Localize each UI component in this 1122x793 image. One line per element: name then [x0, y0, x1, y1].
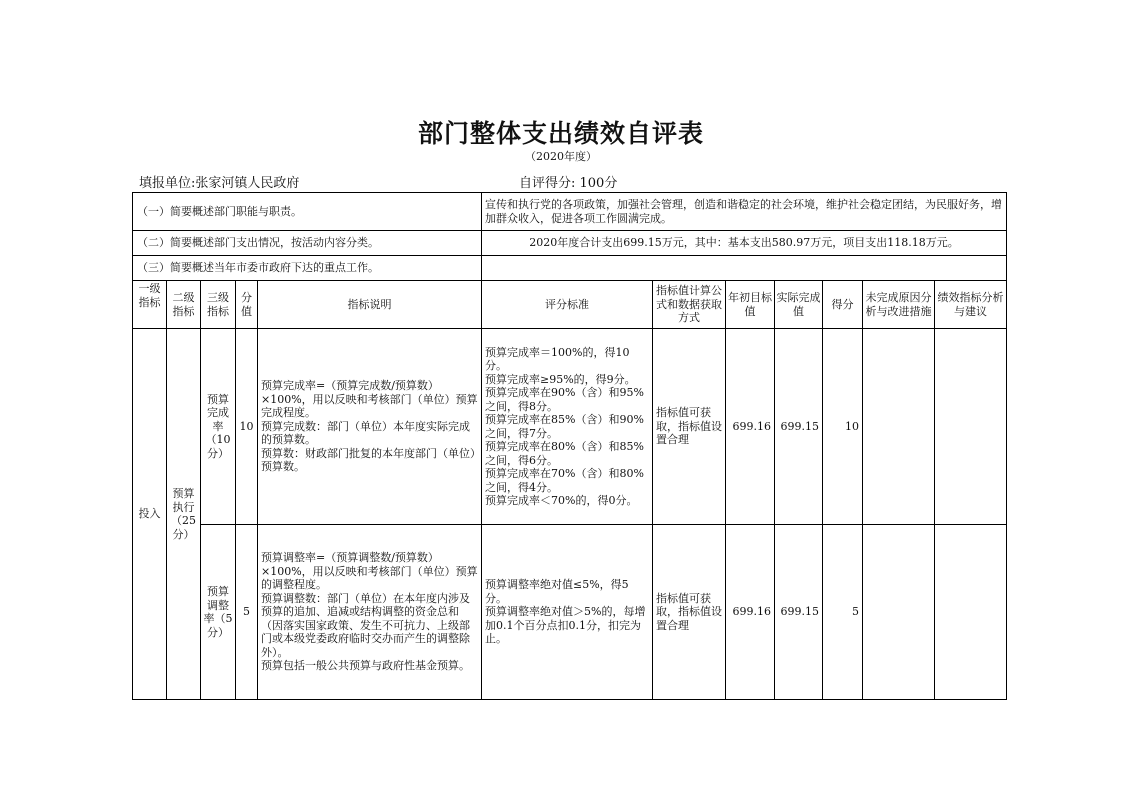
- score-cell: 5: [823, 525, 863, 700]
- table-row: [133, 525, 1007, 700]
- section-label: （三）简要概述当年市委市政府下达的重点工作。: [133, 256, 482, 281]
- header-advice: 绩效指标分析与建议: [935, 281, 1007, 329]
- weight-cell: 5: [236, 525, 258, 700]
- header-actual: 实际完成值: [775, 281, 823, 329]
- header-score: 得分: [823, 281, 863, 329]
- section-value: 2020年度合计支出699.15万元，其中：基本支出580.97万元，项目支出118.18万元。: [482, 231, 1007, 256]
- reason-cell: [863, 525, 935, 700]
- evaluation-table: [132, 192, 1007, 700]
- desc-cell: 预算完成率=（预算完成数/预算数）×100%，用以反映和考核部门（单位）预算完成程度。 预算完成数：部门（单位）本年度实际完成的预算数。 预算数：财政部门批复的本年度部门（单位）预算数。: [258, 329, 482, 525]
- actual-cell: 699.15: [775, 329, 823, 525]
- section-row-3: [133, 256, 1007, 281]
- section-value: 宣传和执行党的各项政策，加强社会管理，创造和谐稳定的社会环境，维护社会稳定团结，为民服好务，增加群众收入，促进各项工作圆满完成。: [482, 193, 1007, 231]
- level3-cell: 预算调整率（5分）: [201, 525, 236, 700]
- standard-cell: 预算完成率＝100%的，得10分。 预算完成率≥95%的，得9分。 预算完成率在90%（含）和95%之间，得8分。 预算完成率在85%（含）和90%之间，得7分。 预算完成率在80%（含）和85%之间，得6分。 预算完成率在70%（含）和80%之间，得4分。 预算完成率＜70%的，得0分。: [482, 329, 653, 525]
- section-row-1: [133, 193, 1007, 231]
- year-subtitle: （2020年度）: [525, 150, 597, 163]
- header-reason: 未完成原因分析与改进措施: [863, 281, 935, 329]
- weight-cell: 10: [236, 329, 258, 525]
- header-standard: 评分标准: [482, 281, 653, 329]
- actual-cell: 699.15: [775, 525, 823, 700]
- header-level2: 二级指标: [167, 281, 201, 329]
- desc-cell: 预算调整率=（预算调整数/预算数）×100%，用以反映和考核部门（单位）预算的调整程度。 预算调整数：部门（单位）在本年度内涉及预算的追加、追减或结构调整的资金总和（因落实国家政策、发生不可抗力、上级部门或本级党委政府临时交办而产生的调整除外）。 预算包括一般公共预算与政府性基金预算。: [258, 525, 482, 700]
- section-label: （一）简要概述部门职能与职责。: [133, 193, 482, 231]
- standard-cell: 预算调整率绝对值≤5%，得5分。 预算调整率绝对值＞5%的，每增加0.1个百分点扣0.1分，扣完为止。: [482, 525, 653, 700]
- table-row: [133, 329, 1007, 525]
- target-cell: 699.16: [726, 525, 775, 700]
- advice-cell: [935, 525, 1007, 700]
- section-row-2: [133, 231, 1007, 256]
- column-header-row: [133, 281, 1007, 329]
- reporting-unit: 填报单位:张家河镇人民政府: [139, 176, 300, 191]
- method-cell: 指标值可获取，指标值设置合理: [653, 525, 726, 700]
- advice-cell: [935, 329, 1007, 525]
- level1-cell: 投入: [133, 329, 167, 700]
- section-value: [482, 256, 1007, 281]
- level3-cell: 预算完成率（10分）: [201, 329, 236, 525]
- header-desc: 指标说明: [258, 281, 482, 329]
- self-score: 自评得分: 100分: [519, 176, 618, 191]
- header-level1: 一级指标: [138, 282, 161, 309]
- page-title: 部门整体支出绩效自评表: [417, 119, 704, 148]
- header-weight: 分值: [236, 281, 258, 329]
- reason-cell: [863, 329, 935, 525]
- level2-cell: 预算执行（25分）: [167, 329, 201, 700]
- header-method: 指标值计算公式和数据获取方式: [653, 281, 726, 329]
- score-cell: 10: [823, 329, 863, 525]
- method-cell: 指标值可获取，指标值设置合理: [653, 329, 726, 525]
- header-target: 年初目标值: [726, 281, 775, 329]
- section-label: （二）简要概述部门支出情况，按活动内容分类。: [133, 231, 482, 256]
- target-cell: 699.16: [726, 329, 775, 525]
- header-level3: 三级指标: [201, 281, 236, 329]
